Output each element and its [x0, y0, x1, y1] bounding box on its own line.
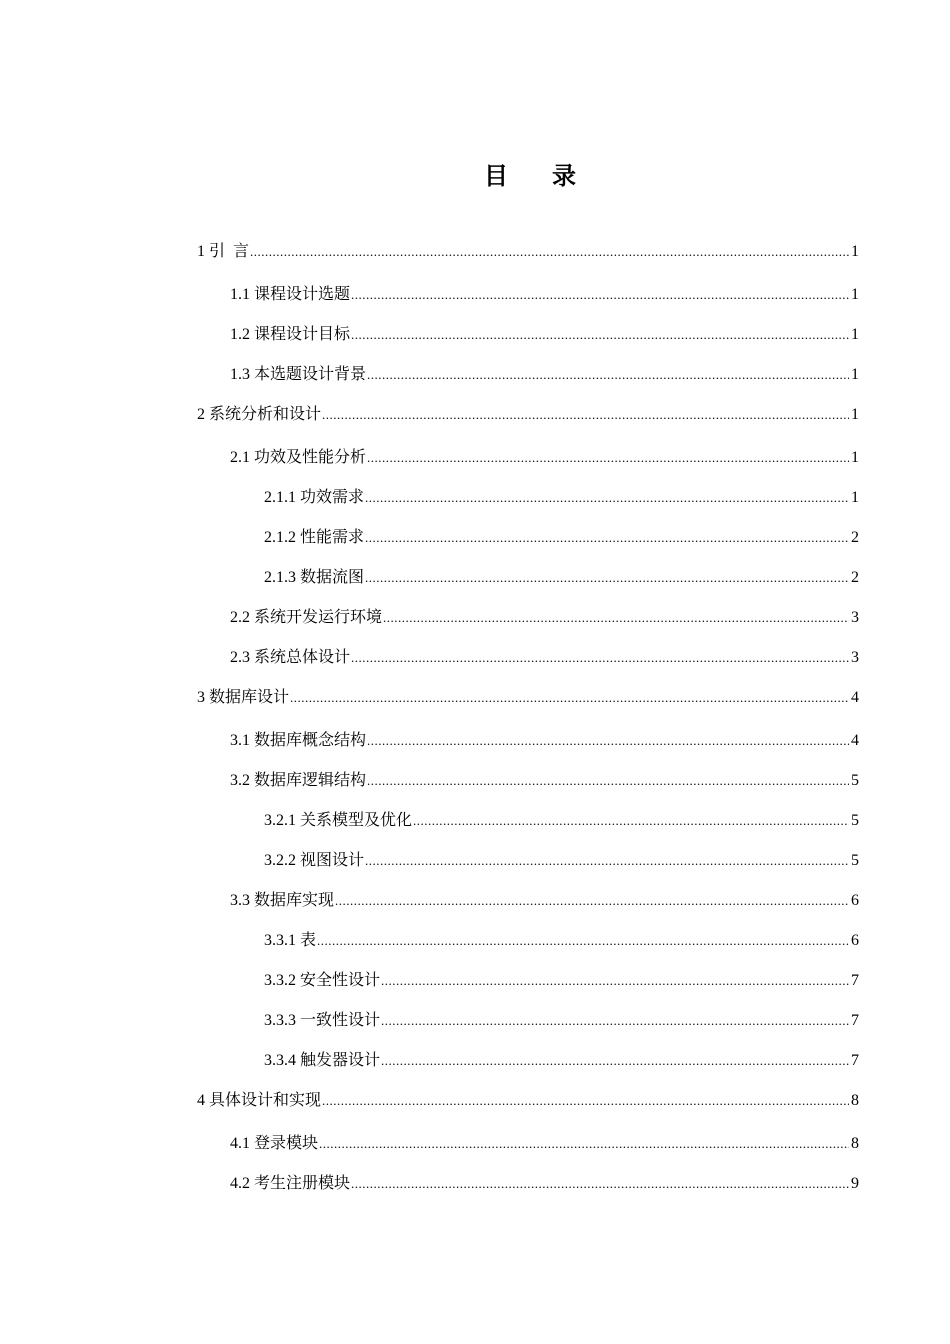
toc-dot-leader [381, 970, 849, 992]
toc-entry-text: 2.1.3 数据流图 [264, 569, 365, 586]
toc-page-number: 5 [851, 812, 859, 829]
toc-dot-leader [383, 607, 849, 629]
toc-dot-leader [365, 487, 849, 509]
toc-page-number: 7 [851, 972, 859, 989]
toc-entry[interactable] [230, 447, 859, 469]
toc-entry[interactable] [230, 324, 859, 346]
toc-page-number: 2 [851, 529, 859, 546]
toc-entry[interactable] [230, 607, 859, 629]
toc-page-number: 1 [851, 406, 859, 423]
toc-page-number: 4 [851, 689, 859, 706]
toc-entry-text: 2.2 系统开发运行环境 [230, 609, 383, 626]
toc-dot-leader [367, 364, 849, 386]
toc-page-number: 7 [851, 1052, 859, 1069]
toc-dot-leader [365, 527, 849, 549]
toc-entry[interactable] [230, 647, 859, 669]
toc-page-number: 6 [851, 892, 859, 909]
toc-entry-text: 1.1 课程设计选题 [230, 286, 351, 303]
toc-dot-leader [367, 730, 849, 752]
toc-entry[interactable] [230, 730, 859, 752]
toc-entry-text: 4.1 登录模块 [230, 1135, 319, 1152]
toc-dot-leader [367, 770, 849, 792]
toc-page-number: 3 [851, 609, 859, 626]
toc-dot-leader [290, 687, 849, 709]
toc-page-number: 8 [851, 1135, 859, 1152]
toc-page-number: 1 [851, 449, 859, 466]
toc-dot-leader [335, 890, 849, 912]
toc-entry-text: 3.3 数据库实现 [230, 892, 335, 909]
toc-entry-text: 3.3.1 表 [264, 932, 317, 949]
toc-dot-leader [381, 1010, 849, 1032]
toc-entry[interactable] [264, 850, 859, 872]
toc-dot-leader [351, 284, 849, 306]
toc-entry-text: 2.3 系统总体设计 [230, 649, 351, 666]
toc-entry-text: 3.1 数据库概念结构 [230, 732, 367, 749]
toc-page-number: 7 [851, 1012, 859, 1029]
toc-page-number: 3 [851, 649, 859, 666]
toc-page-number: 1 [851, 366, 859, 383]
toc-entry-text: 2 系统分析和设计 [197, 406, 322, 423]
toc-entry[interactable] [264, 1050, 859, 1072]
toc-entry[interactable] [197, 404, 859, 426]
toc-dot-leader [322, 404, 849, 426]
toc-entry-text: 2.1 功效及性能分析 [230, 449, 367, 466]
toc-dot-leader [250, 241, 849, 263]
toc-page-number: 6 [851, 932, 859, 949]
toc-page-number: 8 [851, 1092, 859, 1109]
toc-entry[interactable] [264, 1010, 859, 1032]
toc-dot-leader [365, 567, 849, 589]
toc-dot-leader [365, 850, 849, 872]
toc-entry[interactable] [230, 1133, 859, 1155]
toc-dot-leader [351, 1173, 849, 1195]
toc-entry[interactable] [264, 970, 859, 992]
toc-entry[interactable] [197, 687, 859, 709]
toc-dot-leader [381, 1050, 849, 1072]
toc-entry[interactable] [264, 567, 859, 589]
toc-entry-text: 3.2.2 视图设计 [264, 852, 365, 869]
toc-page-number: 9 [851, 1175, 859, 1192]
toc-entry-text: 3 数据库设计 [197, 689, 290, 706]
toc-entry[interactable] [230, 770, 859, 792]
toc-entry-text: 3.2.1 关系模型及优化 [264, 812, 413, 829]
toc-entry[interactable] [197, 1090, 859, 1112]
toc-entry-text: 3.3.3 一致性设计 [264, 1012, 381, 1029]
toc-entry[interactable] [197, 241, 859, 263]
toc-page-number: 5 [851, 772, 859, 789]
toc-entry-text: 2.1.1 功效需求 [264, 489, 365, 506]
toc-dot-leader [351, 647, 849, 669]
toc-entry-text: 3.3.4 触发器设计 [264, 1052, 381, 1069]
toc-page-number: 2 [851, 569, 859, 586]
toc-entry-text: 1 引 言 [197, 243, 250, 260]
toc-entry[interactable] [230, 364, 859, 386]
toc-entry-text: 2.1.2 性能需求 [264, 529, 365, 546]
toc-entry-text: 4 具体设计和实现 [197, 1092, 322, 1109]
toc-entry-text: 3.2 数据库逻辑结构 [230, 772, 367, 789]
toc-entry-text: 4.2 考生注册模块 [230, 1175, 351, 1192]
toc-page-number: 5 [851, 852, 859, 869]
toc-entry[interactable] [264, 527, 859, 549]
toc-entry[interactable] [264, 930, 859, 952]
toc-title-left: 目 [484, 162, 508, 190]
toc-entry-text: 1.3 本选题设计背景 [230, 366, 367, 383]
toc-title-right: 录 [552, 162, 576, 190]
toc-dot-leader [322, 1090, 849, 1112]
toc-entry[interactable] [264, 487, 859, 509]
toc-page-number: 1 [851, 326, 859, 343]
toc-entry[interactable] [230, 1173, 859, 1195]
toc-page-number: 1 [851, 489, 859, 506]
toc-page-number: 1 [851, 286, 859, 303]
toc-entry[interactable] [230, 284, 859, 306]
toc-dot-leader [367, 447, 849, 469]
toc-page-number: 1 [851, 243, 859, 260]
toc-entry-text: 1.2 课程设计目标 [230, 326, 351, 343]
toc-entry-text: 3.3.2 安全性设计 [264, 972, 381, 989]
toc-entry[interactable] [264, 810, 859, 832]
toc-dot-leader [317, 930, 849, 952]
toc-page-number: 4 [851, 732, 859, 749]
toc-entry[interactable] [230, 890, 859, 912]
toc-dot-leader [351, 324, 849, 346]
toc-dot-leader [413, 810, 849, 832]
toc-dot-leader [319, 1133, 849, 1155]
